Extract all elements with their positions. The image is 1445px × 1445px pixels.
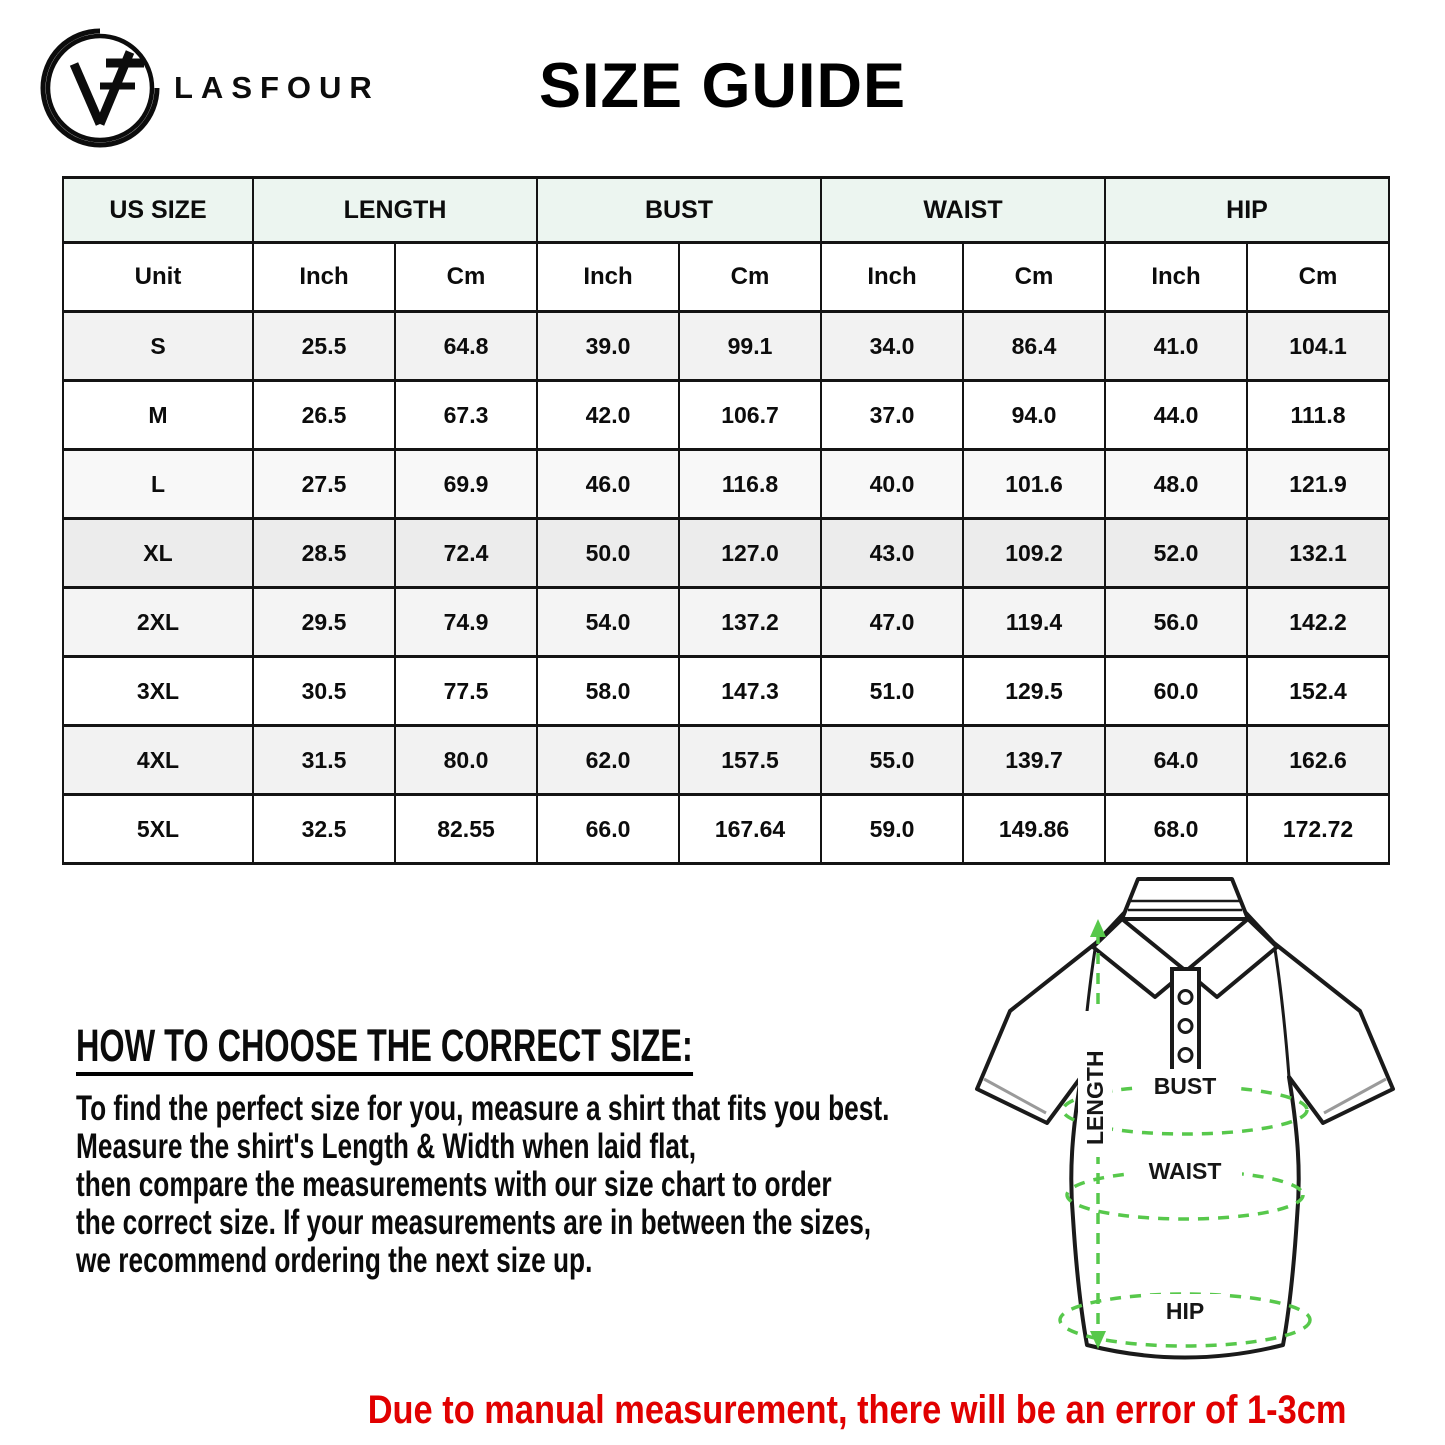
size-row-3xl <box>63 657 1389 726</box>
unit-cell: Cm <box>1247 243 1389 312</box>
measurement-value: 137.2 <box>679 588 821 657</box>
column-header-bust: BUST <box>537 178 821 243</box>
measurement-value: 121.9 <box>1247 450 1389 519</box>
measurement-value: 101.6 <box>963 450 1105 519</box>
measurement-value: 104.1 <box>1247 312 1389 381</box>
measurement-value: 50.0 <box>537 519 679 588</box>
measurement-value: 167.64 <box>679 795 821 864</box>
measurement-value: 127.0 <box>679 519 821 588</box>
measurement-value: 27.5 <box>253 450 395 519</box>
polo-shirt-diagram <box>950 873 1445 1395</box>
measurement-value: 69.9 <box>395 450 537 519</box>
measurement-value: 32.5 <box>253 795 395 864</box>
column-header-waist: WAIST <box>821 178 1105 243</box>
table-header-row <box>63 178 1389 243</box>
unit-cell: Cm <box>395 243 537 312</box>
how-to-line: the correct size. If your measurements are in between the sizes, <box>76 1203 872 1243</box>
size-row-m <box>63 381 1389 450</box>
measurement-value: 77.5 <box>395 657 537 726</box>
measurement-value: 99.1 <box>679 312 821 381</box>
measurement-value: 40.0 <box>821 450 963 519</box>
measurement-value: 80.0 <box>395 726 537 795</box>
bust-label: BUST <box>1153 1073 1217 1099</box>
measurement-value: 44.0 <box>1105 381 1247 450</box>
length-label: LENGTH <box>1082 1050 1108 1145</box>
measurement-value: 30.5 <box>253 657 395 726</box>
page-title: SIZE GUIDE <box>538 51 907 121</box>
column-header-length: LENGTH <box>253 178 537 243</box>
size-label: L <box>63 450 253 519</box>
measurement-value: 58.0 <box>537 657 679 726</box>
size-row-4xl <box>63 726 1389 795</box>
measurement-value: 68.0 <box>1105 795 1247 864</box>
unit-cell: Inch <box>537 243 679 312</box>
measurement-value: 46.0 <box>537 450 679 519</box>
unit-cell: Inch <box>821 243 963 312</box>
measurement-value: 43.0 <box>821 519 963 588</box>
measurement-value: 37.0 <box>821 381 963 450</box>
size-row-s <box>63 312 1389 381</box>
size-chart-table <box>62 176 1390 865</box>
size-label: M <box>63 381 253 450</box>
measurement-value: 162.6 <box>1247 726 1389 795</box>
how-to-heading: HOW TO CHOOSE THE CORRECT SIZE: <box>76 1022 693 1076</box>
measurement-value: 147.3 <box>679 657 821 726</box>
how-to-line: we recommend ordering the next size up. <box>76 1241 593 1281</box>
measurement-value: 59.0 <box>821 795 963 864</box>
measurement-value: 142.2 <box>1247 588 1389 657</box>
column-header-hip: HIP <box>1105 178 1389 243</box>
measurement-value: 39.0 <box>537 312 679 381</box>
measurement-value: 139.7 <box>963 726 1105 795</box>
measurement-value: 152.4 <box>1247 657 1389 726</box>
unit-cell: Cm <box>679 243 821 312</box>
how-to-section <box>76 1022 1006 1280</box>
measurement-value: 34.0 <box>821 312 963 381</box>
measurement-value: 132.1 <box>1247 519 1389 588</box>
measurement-value: 129.5 <box>963 657 1105 726</box>
size-label: XL <box>63 519 253 588</box>
measurement-value: 106.7 <box>679 381 821 450</box>
measurement-value: 64.8 <box>395 312 537 381</box>
measurement-value: 149.86 <box>963 795 1105 864</box>
size-row-5xl <box>63 795 1389 864</box>
measurement-value: 157.5 <box>679 726 821 795</box>
polo-shirt-icon <box>950 873 1445 1395</box>
measurement-value: 82.55 <box>395 795 537 864</box>
hip-label: HIP <box>1165 1298 1205 1324</box>
measurement-value: 48.0 <box>1105 450 1247 519</box>
size-label: 4XL <box>63 726 253 795</box>
measurement-value: 28.5 <box>253 519 395 588</box>
size-row-xl <box>63 519 1389 588</box>
measurement-value: 29.5 <box>253 588 395 657</box>
size-label: 5XL <box>63 795 253 864</box>
measurement-value: 72.4 <box>395 519 537 588</box>
size-label: 3XL <box>63 657 253 726</box>
measurement-value: 94.0 <box>963 381 1105 450</box>
measurement-value: 25.5 <box>253 312 395 381</box>
unit-cell: Cm <box>963 243 1105 312</box>
measurement-value: 64.0 <box>1105 726 1247 795</box>
how-to-line: then compare the measurements with our size chart to order <box>76 1165 832 1205</box>
how-to-line: To find the perfect size for you, measure a shirt that fits you best. <box>76 1089 890 1129</box>
measurement-value: 56.0 <box>1105 588 1247 657</box>
measurement-value: 51.0 <box>821 657 963 726</box>
measurement-value: 74.9 <box>395 588 537 657</box>
measurement-value: 26.5 <box>253 381 395 450</box>
size-row-l <box>63 450 1389 519</box>
size-label: S <box>63 312 253 381</box>
unit-cell: Unit <box>63 243 253 312</box>
measurement-value: 119.4 <box>963 588 1105 657</box>
table-unit-row <box>63 243 1389 312</box>
waist-label: WAIST <box>1148 1158 1222 1184</box>
measurement-error-note: Due to manual measurement, there will be an error of 1-3cm <box>367 1388 1347 1432</box>
measurement-value: 66.0 <box>537 795 679 864</box>
brand-name: LASFOUR <box>174 70 380 105</box>
measurement-value: 172.72 <box>1247 795 1389 864</box>
measurement-value: 41.0 <box>1105 312 1247 381</box>
size-row-2xl <box>63 588 1389 657</box>
unit-cell: Inch <box>253 243 395 312</box>
measurement-value: 54.0 <box>537 588 679 657</box>
size-label: 2XL <box>63 588 253 657</box>
measurement-value: 31.5 <box>253 726 395 795</box>
measurement-value: 42.0 <box>537 381 679 450</box>
how-to-text <box>76 1090 1006 1280</box>
measurement-value: 86.4 <box>963 312 1105 381</box>
measurement-value: 60.0 <box>1105 657 1247 726</box>
measurement-value: 67.3 <box>395 381 537 450</box>
column-header-us-size: US SIZE <box>63 178 253 243</box>
measurement-value: 47.0 <box>821 588 963 657</box>
unit-cell: Inch <box>1105 243 1247 312</box>
measurement-value: 62.0 <box>537 726 679 795</box>
how-to-line: Measure the shirt's Length & Width when laid flat, <box>76 1127 697 1167</box>
measurement-value: 116.8 <box>679 450 821 519</box>
measurement-value: 111.8 <box>1247 381 1389 450</box>
measurement-value: 52.0 <box>1105 519 1247 588</box>
measurement-value: 109.2 <box>963 519 1105 588</box>
measurement-value: 55.0 <box>821 726 963 795</box>
